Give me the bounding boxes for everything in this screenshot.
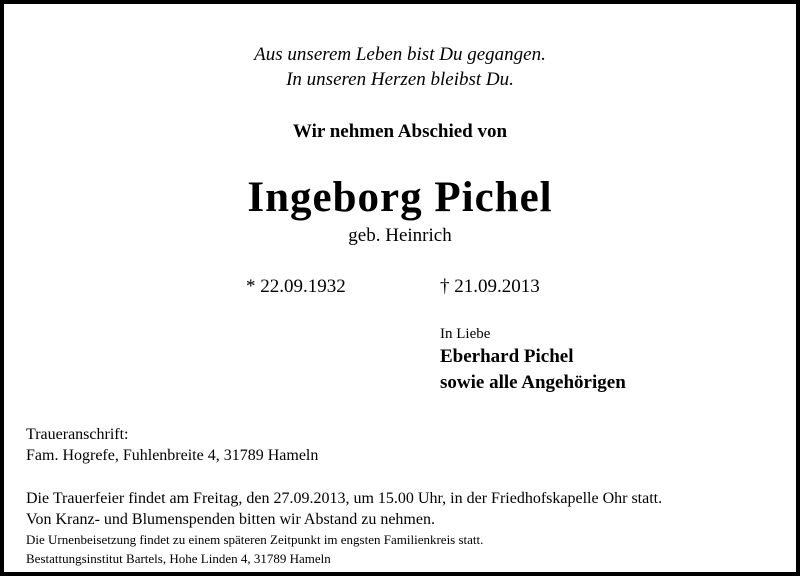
mourning-address: [26, 424, 318, 466]
donations-text: Von Kranz- und Blumenspenden bitten wir Abstand zu nehmen.: [26, 511, 435, 528]
farewell-heading: Wir nehmen Abschied von: [292, 121, 508, 142]
deceased-name: Ingeborg Pichel: [247, 174, 553, 221]
funeral-info: [26, 488, 662, 568]
mourners-intro: In Liebe: [440, 326, 491, 342]
address-value: Fam. Hogrefe, Fuhlenbreite 4, 31789 Hameln: [26, 447, 319, 464]
address-label: Traueranschrift:: [26, 426, 129, 443]
urn-burial-text: Die Urnenbeisetzung findet zu einem späteren Zeitpunkt im engsten Familienkreis statt.: [26, 532, 484, 547]
mourners-block: [440, 324, 626, 396]
motto-line-1: Aus unserem Leben bist Du gegangen.: [254, 44, 546, 65]
undertaker-text: Bestattungsinstitut Bartels, Hohe Linden 4, 31789 Hameln: [26, 551, 331, 566]
ceremony-text: Die Trauerfeier findet am Freitag, den 27.09.2013, um 15.00 Uhr, in der Friedhofskapelle Ohr statt.: [26, 490, 663, 507]
motto: [4, 42, 796, 92]
death-date: † 21.09.2013: [440, 276, 540, 297]
motto-line-2: In unseren Herzen bleibst Du.: [286, 69, 514, 90]
mourner-name: Eberhard Pichel: [440, 346, 574, 367]
birth-date: * 22.09.1932: [246, 276, 346, 297]
maiden-name: geb. Heinrich: [348, 225, 452, 246]
mourner-name: sowie alle Angehörigen: [440, 372, 626, 393]
